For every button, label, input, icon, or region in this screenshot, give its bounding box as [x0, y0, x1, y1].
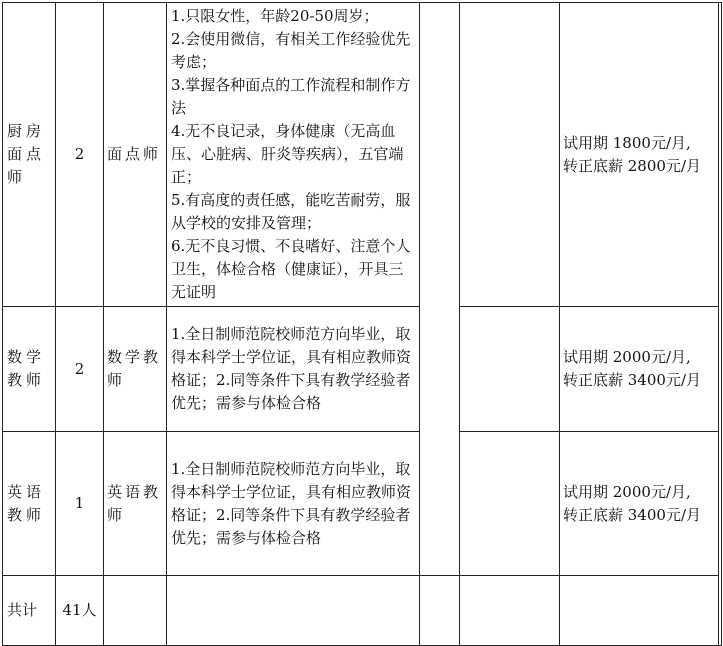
pay-cell [560, 432, 719, 576]
empty-cell [460, 432, 560, 576]
pay-regular: 转正底薪 2800元/月 [563, 156, 701, 175]
pay-regular: 转正底薪 3400元/月 [563, 505, 701, 524]
recruitment-table [2, 2, 722, 646]
empty-cell [719, 3, 722, 646]
pay-trial: 试用期 1800元/月, [563, 133, 691, 152]
requirements-cell [167, 3, 420, 307]
pay-cell [560, 3, 719, 307]
pay-cell [560, 307, 719, 432]
pay-trial: 试用期 2000元/月, [563, 348, 691, 366]
table-row [3, 432, 722, 576]
title-cell: 数学教师 [104, 307, 167, 432]
empty-cell [167, 576, 420, 646]
empty-cell [420, 3, 460, 576]
requirement-line: 1.只限女性，年龄20-50周岁； [171, 7, 379, 25]
requirement-line: 5.有高度的责任感，能吃苦耐劳，服从学校的安排及管理； [171, 191, 411, 232]
requirement-line: 1.全日制师范院校师范方向毕业，取得本科学士学位证，具有相应教师资格证；2.同等条件下具有教学经验者优先；需参与体检合格 [171, 325, 412, 412]
empty-cell [560, 576, 719, 646]
title-cell: 面点师 [104, 3, 167, 307]
count-cell: 1 [56, 432, 104, 576]
requirement-line: 1.全日制师范院校师范方向毕业，取得本科学士学位证，具有相应教师资格证；2.同等条件下具有教学经验者优先；需参与体检合格 [171, 459, 412, 547]
count-cell: 2 [56, 3, 104, 307]
empty-cell [460, 576, 560, 646]
count-cell: 2 [56, 307, 104, 432]
post-cell: 数学教师 [3, 307, 56, 432]
requirement-line: 4.无不良记录，身体健康（无高血压、心脏病、肝炎等疾病），五官端正； [171, 122, 404, 186]
title-cell: 英语教师 [104, 432, 167, 576]
total-row [3, 576, 722, 646]
empty-cell [420, 576, 460, 646]
table-row [3, 3, 722, 307]
requirement-line: 6.无不良习惯、不良嗜好、注意个人卫生，体检合格（健康证），开具三无证明 [171, 237, 411, 301]
requirements-cell [167, 432, 420, 576]
requirements-cell [167, 307, 420, 432]
post-cell: 厨房面点师 [3, 3, 56, 307]
pay-regular: 转正底薪 3400元/月 [563, 371, 701, 389]
total-label: 共计 [3, 576, 56, 646]
table-row [3, 307, 722, 432]
empty-cell [460, 307, 560, 432]
total-value: 41人 [56, 576, 104, 646]
empty-cell [460, 3, 560, 307]
empty-cell [104, 576, 167, 646]
requirement-line: 2.会使用微信，有相关工作经验优先考虑； [171, 30, 411, 71]
post-cell: 英语教师 [3, 432, 56, 576]
requirement-line: 3.掌握各种面点的工作流程和制作方法 [171, 76, 411, 117]
pay-trial: 试用期 2000元/月, [563, 482, 691, 501]
